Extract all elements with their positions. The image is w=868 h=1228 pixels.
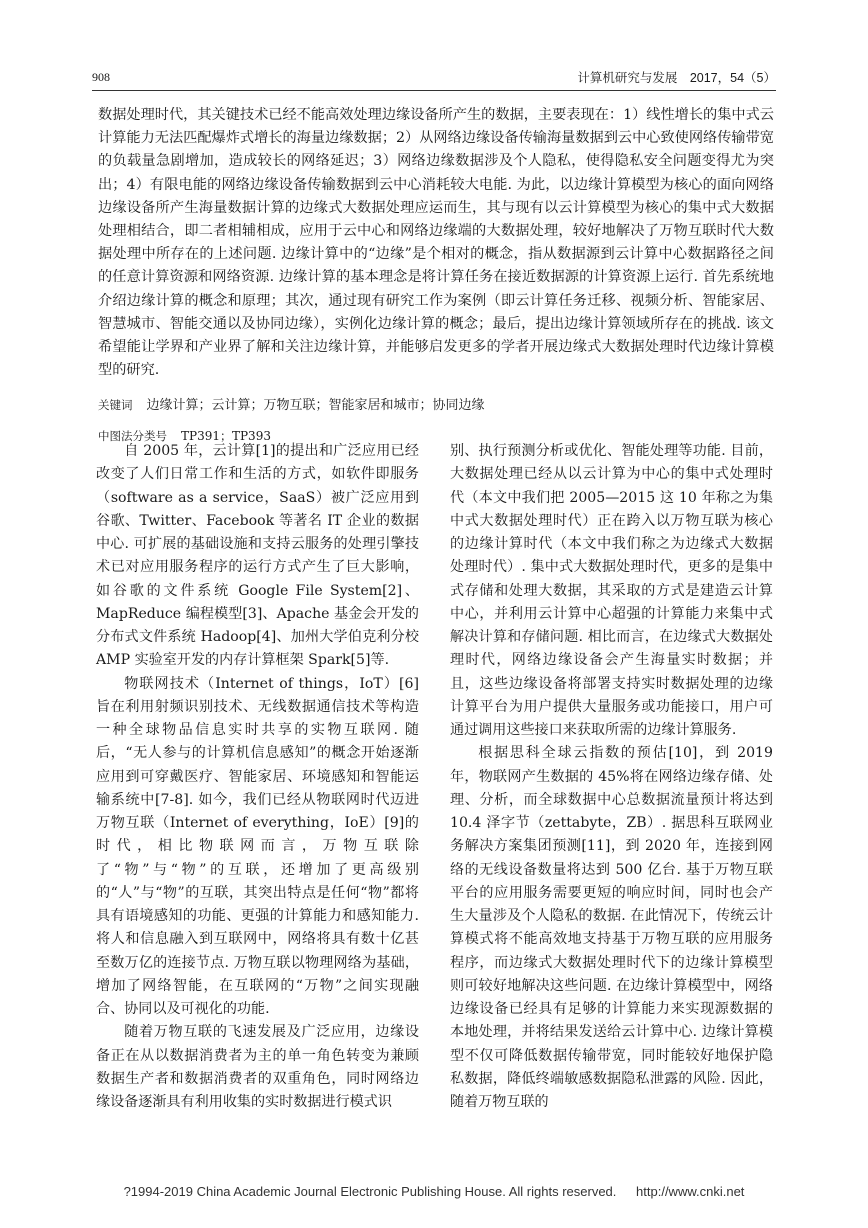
keywords	[98, 396, 774, 416]
abstract-text: 数据处理时代，其关键技术已经不能高效处理边缘设备所产生的数据，主要表现在：1）线性增长的集中式云计算能力无法匹配爆炸式增长的海量边缘数据；2）从网络边缘设备传输海量数据到云中心致使网络传输带宽的负载量急剧增加，造成较长的网络延迟；3）网络边缘数据涉及个人隐私，使得隐私安全问题变得尤为突出；4）有限电能的网络边缘设备传输数据到云中心消耗较大电能. 为此，以边缘计算模型为核心的面向网络边缘设备所产生海量数据计算的边缘式大数据处理应运而生，其与现有以云计算模型为核心的集中式大数据处理相结合，即二者相辅相成，应用于云中心和网络边缘端的大数据处理，较好地解决了万物互联时代大数据处理中所存在的上述问题. 边缘计算中的“边缘”是个相对的概念，指从数据源到云计算中心数据路径之间的任意计算资源和网络资源. 边缘计算的基本理念是将计算任务在接近数据源的计算资源上运行. 首先系统地介绍边缘计算的概念和原理；其次，通过现有研究工作为案例（即云计算任务迁移、视频分析、智能家居、智慧城市、智能交通以及协同边缘），实例化边缘计算的概念；最后，提出边缘计算领域所存在的挑战. 该文希望能让学界和产业界了解和关注边缘计算，并能够启发更多的学者开展边缘式大数据处理时代边缘计算模型的研究.	[98, 107, 774, 379]
paragraph: 随着万物互联的飞速发展及广泛应用，边缘设备正在从以数据消费者为主的单一角色转变为兼顾数据生产者和数据消费者的双重角色，同时网络边缘设备逐渐具有利用收集的实时数据进行模式识	[96, 1024, 419, 1110]
journal-title: 计算机研究与发展 2017，54（5）	[577, 71, 776, 85]
paragraph-continued: 别、执行预测分析或优化、智能处理等功能. 目前，大数据处理已经从以云计算为中心的集中式处理时代（本文中我们把 2005—2015 这 10 年称之为集中式大数据处理时代）正在跨入以万物互联为核心的边缘计算时代（本文中我们称之为边缘式大数据处理时代）. 集中式大数据处理时代，更多的是集中式存储和处理大数据，其采取的方式是建造云计算中心，并利用云计算中心超强的计算能力来集中式解决计算和存储问题. 相比而言，在边缘式大数据处理时代，网络边缘设备会产生海量实时数据；并且，这些边缘设备将部署支持实时数据处理的边缘计算平台为用户提供大量服务或功能接口，用户可通过调用这些接口来获取所需的边缘计算服务.	[450, 443, 773, 738]
keywords-label: 关键词	[98, 400, 133, 412]
body-column-right	[450, 440, 773, 1114]
page-header	[92, 66, 776, 88]
page-footer	[0, 1184, 868, 1199]
copyright-text: ?1994-2019 China Academic Journal Electronic Publishing House. All rights reserved.	[123, 1184, 617, 1199]
classification-label: 中图法分类号	[98, 431, 167, 443]
header-rule	[92, 90, 776, 91]
page-number: 908	[92, 70, 110, 84]
paragraph: 根据思科全球云指数的预估[10]，到 2019 年，物联网产生数据的 45%将在网络边缘存储、处理、分析，而全球数据中心总数据流量预计将达到 10.4 泽字节（zettabyte，ZB）. 据思科互联网业务解决方案集团预测[11]，到 2020 年，连接到网络的无线设备数量将达到 500 亿台. 基于万物互联平台的应用服务需要更短的响应时间，同时也会产生大量涉及个人隐私的数据. 在此情况下，传统云计算模式将不能高效地支持基于万物互联的应用服务程序，而边缘式大数据处理时代下的边缘计算模型则可较好地解决这些问题. 在边缘计算模型中，网络边缘设备已经具有足够的计算能力来实现源数据的本地处理，并将结果发送给云计算中心. 边缘计算模型不仅可降低数据传输带宽，同时能较好地保护隐私数据，降低终端敏感数据隐私泄露的风险. 因此，随着万物互联的	[450, 745, 773, 1110]
keywords-value: 边缘计算；云计算；万物互联；智能家居和城市；协同边缘	[146, 398, 485, 413]
paragraph: 自 2005 年，云计算[1]的提出和广泛应用已经改变了人们日常工作和生活的方式，如软件即服务（software as a service，SaaS）被广泛应用到谷歌、Twitter、Facebook 等著名 IT 企业的数据中心. 可扩展的基础设施和支持云服务的处理引擎技术已对应用服务程序的运行方式产生了巨大影响，如谷歌的文件系统 Google File System[2]、MapReduce 编程模型[3]、Apache 基金会开发的分布式文件系统 Hadoop[4]、加州大学伯克利分校 AMP 实验室开发的内存计算框架 Spark[5]等.	[96, 443, 419, 669]
classification-value: TP391；TP393	[181, 429, 271, 443]
cnki-url[interactable]: http://www.cnki.net	[636, 1184, 745, 1199]
body-column-left	[96, 440, 419, 1114]
paragraph: 物联网技术（Internet of things，IoT）[6]旨在利用射频识别技术、无线数据通信技术等构造一种全球物品信息实时共享的实物互联网. 随后，“无人参与的计算机信息感知”的概念开始逐渐应用到可穿戴医疗、智能家居、环境感知和智能运输系统中[7-8]. 如今，我们已经从物联网时代迈进万物互联（Internet of everything，IoE）[9]的时代，相比物联网而言，万物互联除了“物”与“物”的互联，还增加了更高级别的“人”与“物”的互联，其突出特点是任何“物”都将具有语境感知的功能、更强的计算能力和感知能力. 将人和信息融入到互联网中，网络将具有数十亿甚至数万亿的连接节点. 万物互联以物理网络为基础，增加了网络智能，在互联网的“万物”之间实现融合、协同以及可视化的功能.	[96, 675, 419, 1017]
